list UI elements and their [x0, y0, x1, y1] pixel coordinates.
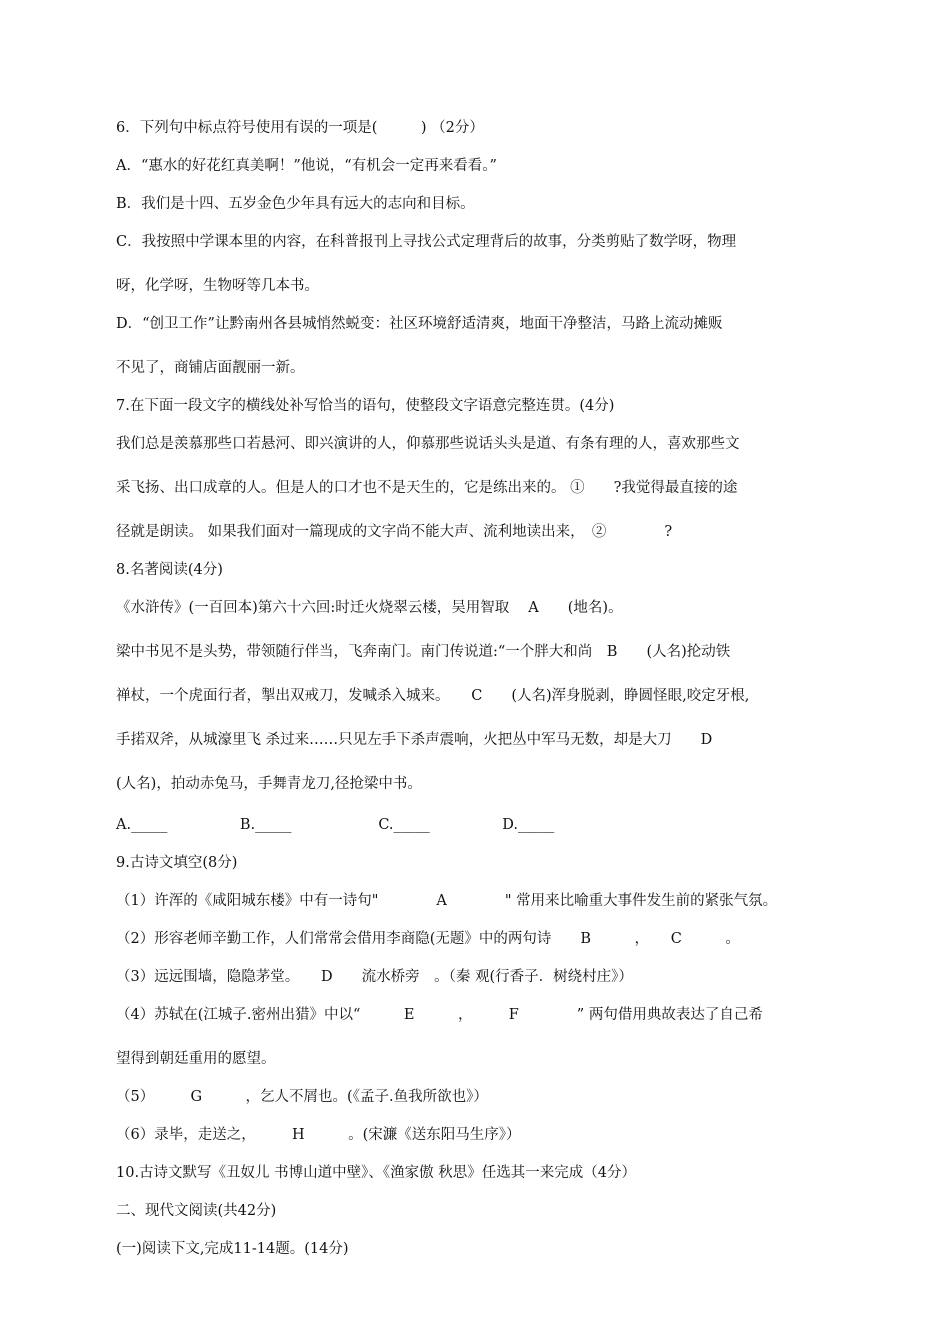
- q8-passage-line3: 禅杖，一个虎面行者，掣出双戒刀，发喊杀入城来。 C (人名)浑身脱剥，睁圆怪眼,咬定牙根,: [116, 688, 750, 704]
- q6-option-d-line1: D．“创卫工作”让黔南州各县城悄然蜕变：社区环境舒适清爽，地面干净整洁，马路上流动摊贩: [116, 316, 723, 332]
- q6-option-b: B．我们是十四、五岁金色少年具有远大的志向和目标。: [116, 196, 475, 212]
- q6-option-c-line2: 呀，化学呀，生物呀等几本书。: [116, 278, 319, 294]
- q8-passage-line1: 《水浒传》(一百回本)第六十六回:时迁火烧翠云楼，吴用智取 A (地名)。: [116, 600, 623, 616]
- section-2-heading: 二、现代文阅读(共42分): [116, 1203, 277, 1219]
- q6-stem: 6．下列句中标点符号使用有误的一项是( ) （2分）: [116, 120, 484, 136]
- q7-passage-line3: 径就是朗读。 如果我们面对一篇现成的文字尚不能大声、流利地读出来， ② ?: [116, 524, 673, 540]
- q6-option-a: A．“惠水的好花红真美啊！”他说，“有机会一定再来看看。”: [116, 158, 497, 174]
- q9-stem: 9.古诗文填空(8分): [116, 855, 238, 871]
- q8-passage-line4: 手掿双斧，从城濠里飞 杀过来……只见左手下杀声震响，火把丛中军马无数，却是大刀 D: [116, 732, 713, 748]
- q9-item-5: （5） G ，乞人不屑也。(《孟子.鱼我所欲也》）: [116, 1089, 488, 1105]
- q9-item-3: （3）远远围墙，隐隐茅堂。 D 流水桥旁 。（秦 观(行香子．树绕村庄》）: [116, 969, 633, 985]
- q8-answer-blanks: A._____ B._____ C._____ D._____: [116, 817, 555, 833]
- q8-passage-line5: (人名)，拍动赤兔马，手舞青龙刀,径抢梁中书。: [116, 776, 422, 792]
- q7-stem: 7.在下面一段文字的横线处补写恰当的语句，使整段文字语意完整连贯。(4分): [116, 398, 615, 414]
- q9-item-4-line2: 望得到朝廷重用的愿望。: [116, 1051, 276, 1067]
- q8-stem: 8.名著阅读(4分): [116, 562, 223, 578]
- q6-option-c-line1: C．我按照中学课本里的内容，在科普报刊上寻找公式定理背后的故事，分类剪贴了数学呀，物理: [116, 234, 737, 250]
- q10-stem: 10.古诗文默写《丑奴儿 书博山道中壁》、《渔家傲 秋思》任选其一来完成（4分）: [116, 1165, 637, 1181]
- q9-item-2: （2）形容老师辛勤工作，人们常常会借用李商隐(无题》中的两句诗 B ， C 。: [116, 931, 740, 947]
- q7-passage-line1: 我们总是羡慕那些口若悬河、即兴演讲的人，仰慕那些说话头头是道、有条有理的人，喜欢那些文: [116, 436, 740, 452]
- exam-page: [116, 118, 846, 1277]
- q9-item-4-line1: （4）苏轼在(江城子.密州出猎》中以“ E ， F ” 两句借用典故表达了自己希: [116, 1007, 763, 1023]
- q8-passage-line2: 梁中书见不是头势，带领随行伴当，飞奔南门。南门传说道:“一个胖大和尚 B (人名)抡动铁: [116, 644, 731, 660]
- section-2-part-1-heading: (一)阅读下文,完成11-14题。(14分): [116, 1241, 349, 1257]
- q9-item-1: （1）许浑的《咸阳城东楼》中有一诗句" A " 常用来比喻重大事件发生前的紧张气氛。: [116, 893, 778, 909]
- q6-option-d-line2: 不见了，商铺店面靓丽一新。: [116, 360, 305, 376]
- q9-item-6: （6）录毕，走送之， H 。(宋濂《送东阳马生序》）: [116, 1127, 521, 1143]
- q7-passage-line2: 采飞扬、出口成章的人。但是人的口才也不是天生的，它是练出来的。 ① ?我觉得最直接的途: [116, 480, 738, 496]
